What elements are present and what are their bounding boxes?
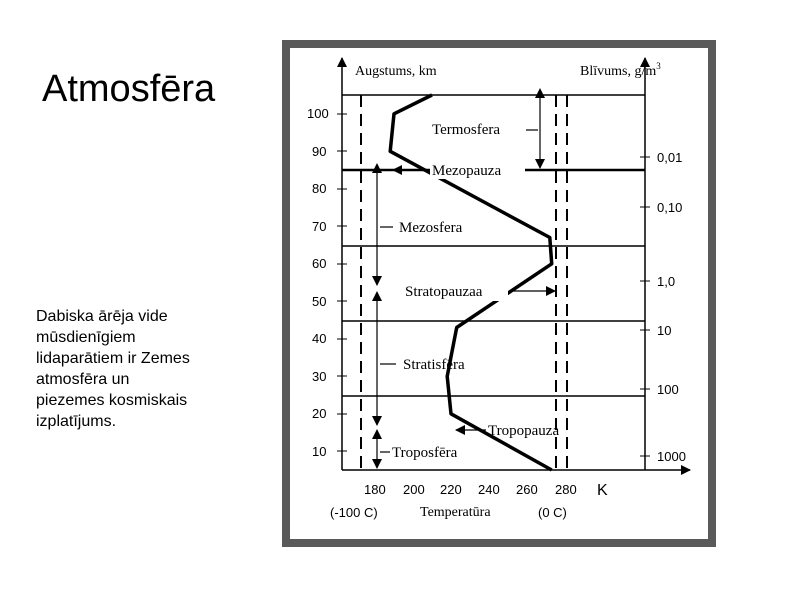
y-axis-label: Augstums, km — [355, 64, 437, 79]
altitude-ticks — [307, 106, 347, 459]
temperature-tick-label: 260 — [516, 482, 538, 497]
body-line: Dabiska ārēja vide — [36, 308, 168, 325]
temperature-tick-label: 280 — [555, 482, 577, 497]
altitude-tick-label: 40 — [312, 331, 327, 346]
atmosphere-figure-frame — [282, 40, 716, 547]
mezopauza-label: Mezopauza — [432, 163, 502, 179]
temperature-tick-label: 240 — [478, 482, 500, 497]
x-unit-label: K — [597, 482, 608, 499]
celsius-note-left: (-100 C) — [330, 505, 378, 520]
density-tick-label: 1,0 — [657, 274, 676, 289]
tropopauza-label: Tropopauza — [488, 423, 560, 439]
density-tick-label: 10 — [657, 323, 672, 338]
body-line: mūsdienīgiem — [36, 329, 136, 346]
altitude-tick-label: 70 — [312, 219, 327, 234]
slide-body-text — [36, 306, 251, 432]
density-tick-label: 100 — [657, 382, 679, 397]
temperature-ticks — [364, 482, 577, 497]
density-ticks — [640, 150, 686, 464]
x-axis-label: Temperatūra — [420, 505, 491, 520]
body-line: atmosfēra un — [36, 371, 130, 388]
altitude-tick-label: 60 — [312, 256, 327, 271]
termosfera-label: Termosfera — [432, 122, 501, 138]
body-line: lidaparātiem ir Zemes — [36, 350, 190, 367]
slide-title: Atmosfēra — [42, 68, 216, 110]
right-axis-label: Blīvums, $g/m^3$ — [580, 61, 661, 79]
stratopauza-label: Stratopauzaa — [405, 284, 483, 300]
altitude-tick-label: 30 — [312, 369, 327, 384]
temperature-tick-label: 200 — [403, 482, 425, 497]
troposfera-label: Troposfēra — [392, 445, 458, 461]
stratisfera-label: Stratisfēra — [403, 357, 465, 373]
atmosphere-diagram — [290, 48, 708, 539]
celsius-note-right: (0 C) — [538, 505, 567, 520]
altitude-tick-label: 50 — [312, 294, 327, 309]
atmosphere-figure — [290, 48, 708, 539]
altitude-tick-label: 10 — [312, 444, 327, 459]
altitude-tick-label: 100 — [307, 106, 329, 121]
altitude-tick-label: 20 — [312, 406, 327, 421]
altitude-tick-label: 80 — [312, 181, 327, 196]
density-tick-label: 0,01 — [657, 150, 683, 165]
temperature-tick-label: 180 — [364, 482, 386, 497]
temperature-tick-label: 220 — [440, 482, 462, 497]
altitude-tick-label: 90 — [312, 144, 327, 159]
density-tick-label: 0,10 — [657, 200, 683, 215]
density-tick-label: 1000 — [657, 449, 686, 464]
body-line: piezemes kosmiskais — [36, 392, 188, 409]
mezosfera-label: Mezosfera — [399, 220, 463, 236]
body-line: izplatījums. — [36, 413, 117, 430]
